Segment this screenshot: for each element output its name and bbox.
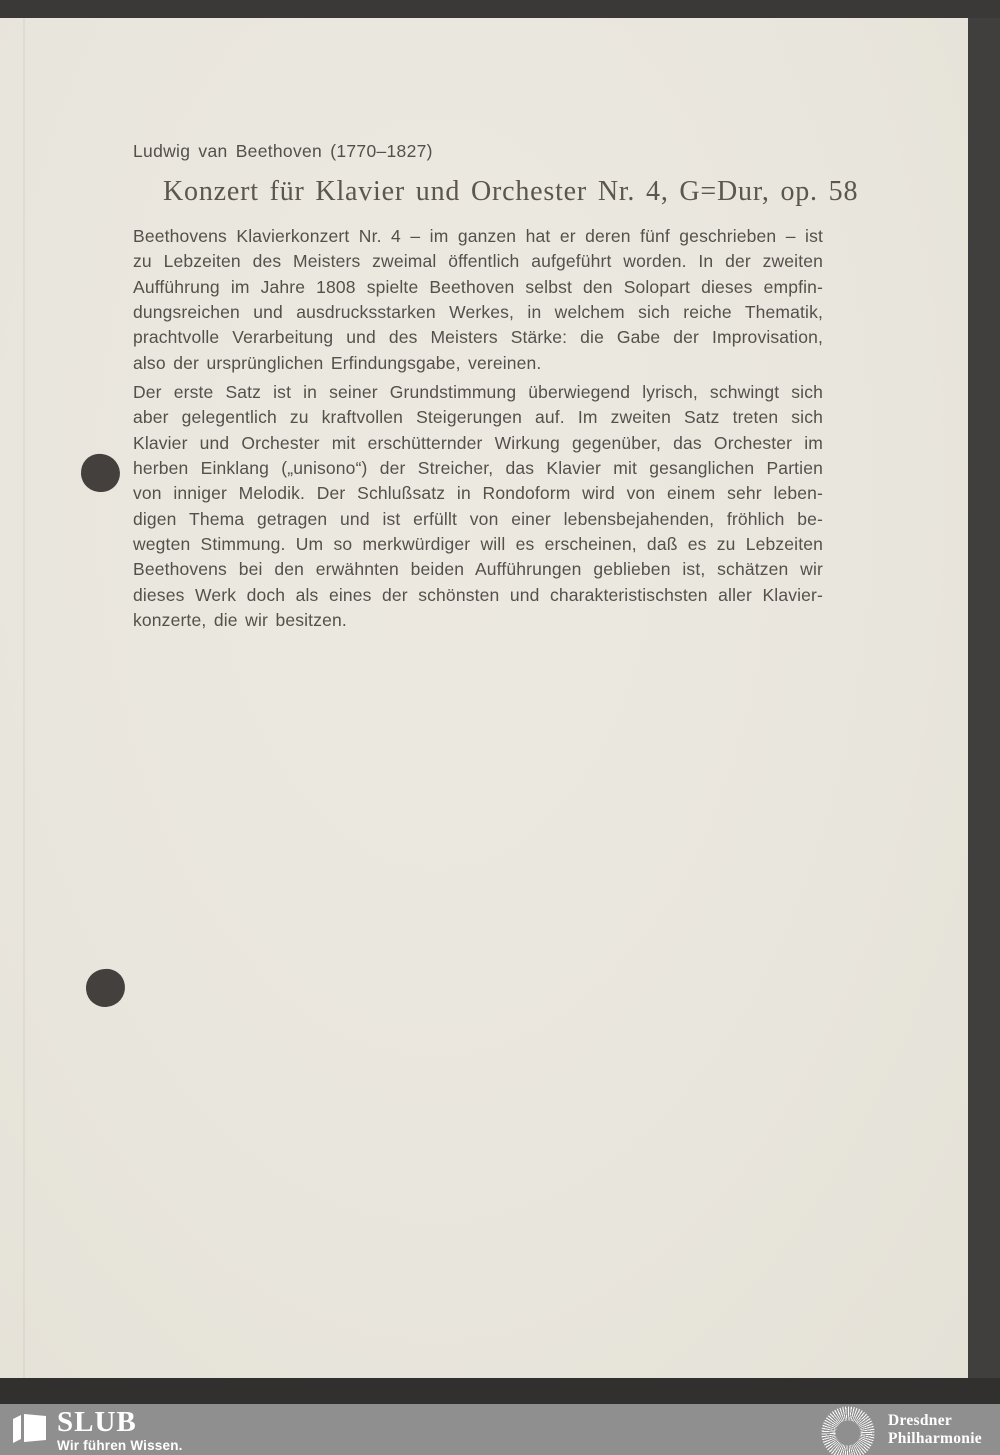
text-line: wegten Stimmung. Um so merkwürdiger will es erscheinen, daß es zu Lebzeiten: [133, 534, 823, 555]
text-line: konzerte, die wir besitzen.: [133, 610, 347, 631]
composer-line: Ludwig van Beethoven (1770–1827): [133, 141, 433, 161]
text-line: digen Thema getragen und ist erfüllt von einer lebensbejahenden, fröhlich be-: [133, 508, 823, 529]
text-line: zu Lebzeiten des Meisters zweimal öffentlich aufgeführt worden. In der zweiten: [133, 251, 823, 272]
text-line: Klavier und Orchester mit erschütternder Wirkung gegenüber, das Orchester im: [133, 432, 823, 453]
text-line: Beethovens bei den erwähnten beiden Aufführungen geblieben ist, schätzen wir: [133, 559, 823, 580]
philharmonie-starburst-icon: [820, 1405, 876, 1455]
slub-wordmark: SLUB: [57, 1406, 137, 1438]
text-line: Beethovens Klavierkonzert Nr. 4 – im ganzen hat er deren fünf geschrieben – ist: [133, 226, 823, 246]
hole-punch-top: [79, 451, 123, 494]
slub-book-icon: [12, 1410, 48, 1446]
paragraph-1: [133, 224, 823, 376]
scan-background-top: [0, 0, 1000, 18]
text-line: aber gelegentlich zu kraftvollen Steigerungen auf. Im zweiten Satz treten sich: [133, 407, 823, 428]
dresdner-philharmonie-logo: [820, 1404, 982, 1455]
philharmonie-name-line1: Dresdner: [887, 1412, 953, 1429]
footer-bar: [0, 1404, 1000, 1455]
text-line: Aufführung im Jahre 1808 spielte Beethoven selbst den Solopart dieses empfin-: [133, 276, 823, 297]
slub-logo: [12, 1407, 183, 1453]
hole-punch-bottom: [84, 967, 127, 1009]
scanned-page: [0, 18, 968, 1378]
text-line: prachtvolle Verarbeitung und des Meisters Stärke: die Gabe der Improvisation,: [133, 327, 823, 348]
slub-tagline: Wir führen Wissen.: [57, 1438, 183, 1453]
text-line: also der ursprünglichen Erfindungsgabe, vereinen.: [133, 352, 542, 373]
text-line: Der erste Satz ist in seiner Grundstimmung überwiegend lyrisch, schwingt sich: [133, 382, 823, 402]
work-title: Konzert für Klavier und Orchester Nr. 4, G=Dur, op. 58: [163, 176, 859, 207]
text-line: herben Einklang („unisono“) der Streicher, das Klavier mit gesanglichen Partien: [133, 458, 823, 479]
paragraph-2: [133, 380, 823, 633]
scan-background-bottom: [0, 1378, 1000, 1404]
text-line: von inniger Melodik. Der Schlußsatz in Rondoform wird von einem sehr leben-: [133, 483, 823, 504]
philharmonie-name-line2: Philharmonie: [887, 1429, 982, 1447]
page-fold-line: [23, 18, 25, 1378]
text-line: dungsreichen und ausdrucksstarken Werkes, in welchem sich reiche Thematik,: [133, 302, 823, 323]
text-line: dieses Werk doch als eines der schönsten und charakteristischsten aller Klavier-: [133, 584, 823, 605]
